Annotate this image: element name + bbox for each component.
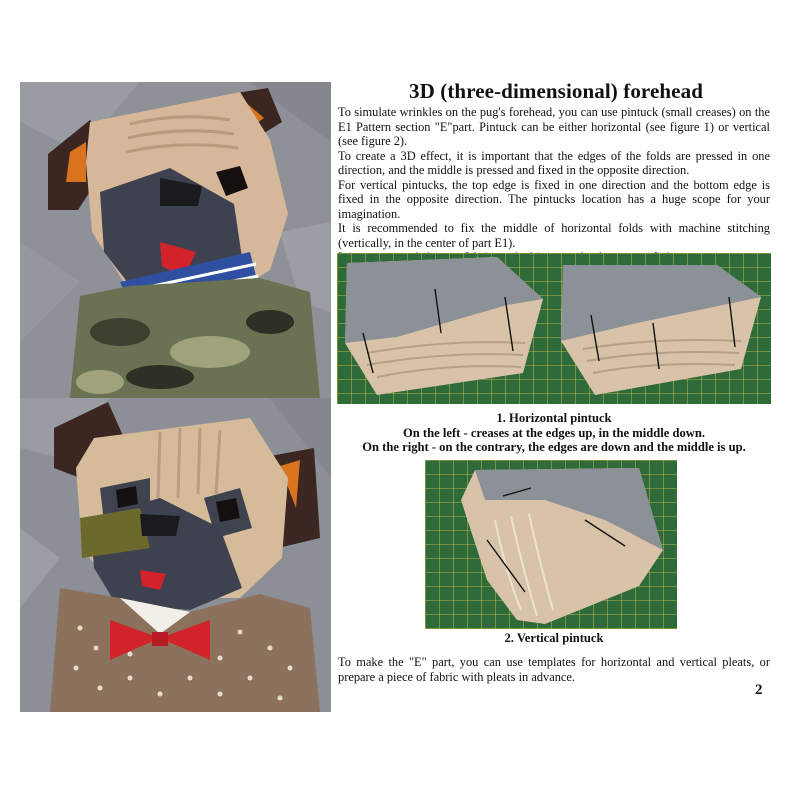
pug-quilt-photo-bottom (20, 398, 331, 712)
figure-1-line-2: On the left - creases at the edges up, in the middle down. (402, 425, 705, 440)
paragraph-4: It is recommended to fix the middle of horizontal folds with machine stitching (vertically, in the center of part E1). (338, 221, 770, 250)
figure-1-title: 1. Horizontal pintuck (496, 411, 612, 425)
paragraph-1: To simulate wrinkles on the pug's forehead, you can use pintuck (small creases) on the E1 Pattern section "E"part. Pintuck can be either horizontal (see figure 1) or vertical (see figure 2). (338, 105, 770, 148)
page-title: 3D (three-dimensional) forehead (409, 79, 703, 103)
horizontal-pintuck-photo (337, 253, 771, 404)
pug-quilt-photo-top (20, 82, 331, 398)
paragraph-3: For vertical pintucks, the top edge is fixed in one direction and the bottom edge is fixed in the opposite direction. The pintucks location has a huge scope for your imagination. (338, 177, 770, 221)
page-number: 2 (755, 682, 763, 698)
intro-text (338, 105, 770, 265)
figure-1-caption (338, 411, 770, 455)
figure-1-line-3: On the right - on the contrary, the edges are down and the middle is up. (362, 440, 746, 454)
vertical-pintuck-photo (425, 460, 677, 629)
figure-2-caption: 2. Vertical pintuck (504, 631, 604, 645)
paragraph-2: To create a 3D effect, it is important that the edges of the folds are pressed in one direction, and the middle is pressed and fixed in the opposite direction. (338, 148, 770, 177)
outro-text: To make the "E" part, you can use templates for horizontal and vertical pleats, or prepare a piece of fabric with pleats in advance. (338, 655, 770, 684)
